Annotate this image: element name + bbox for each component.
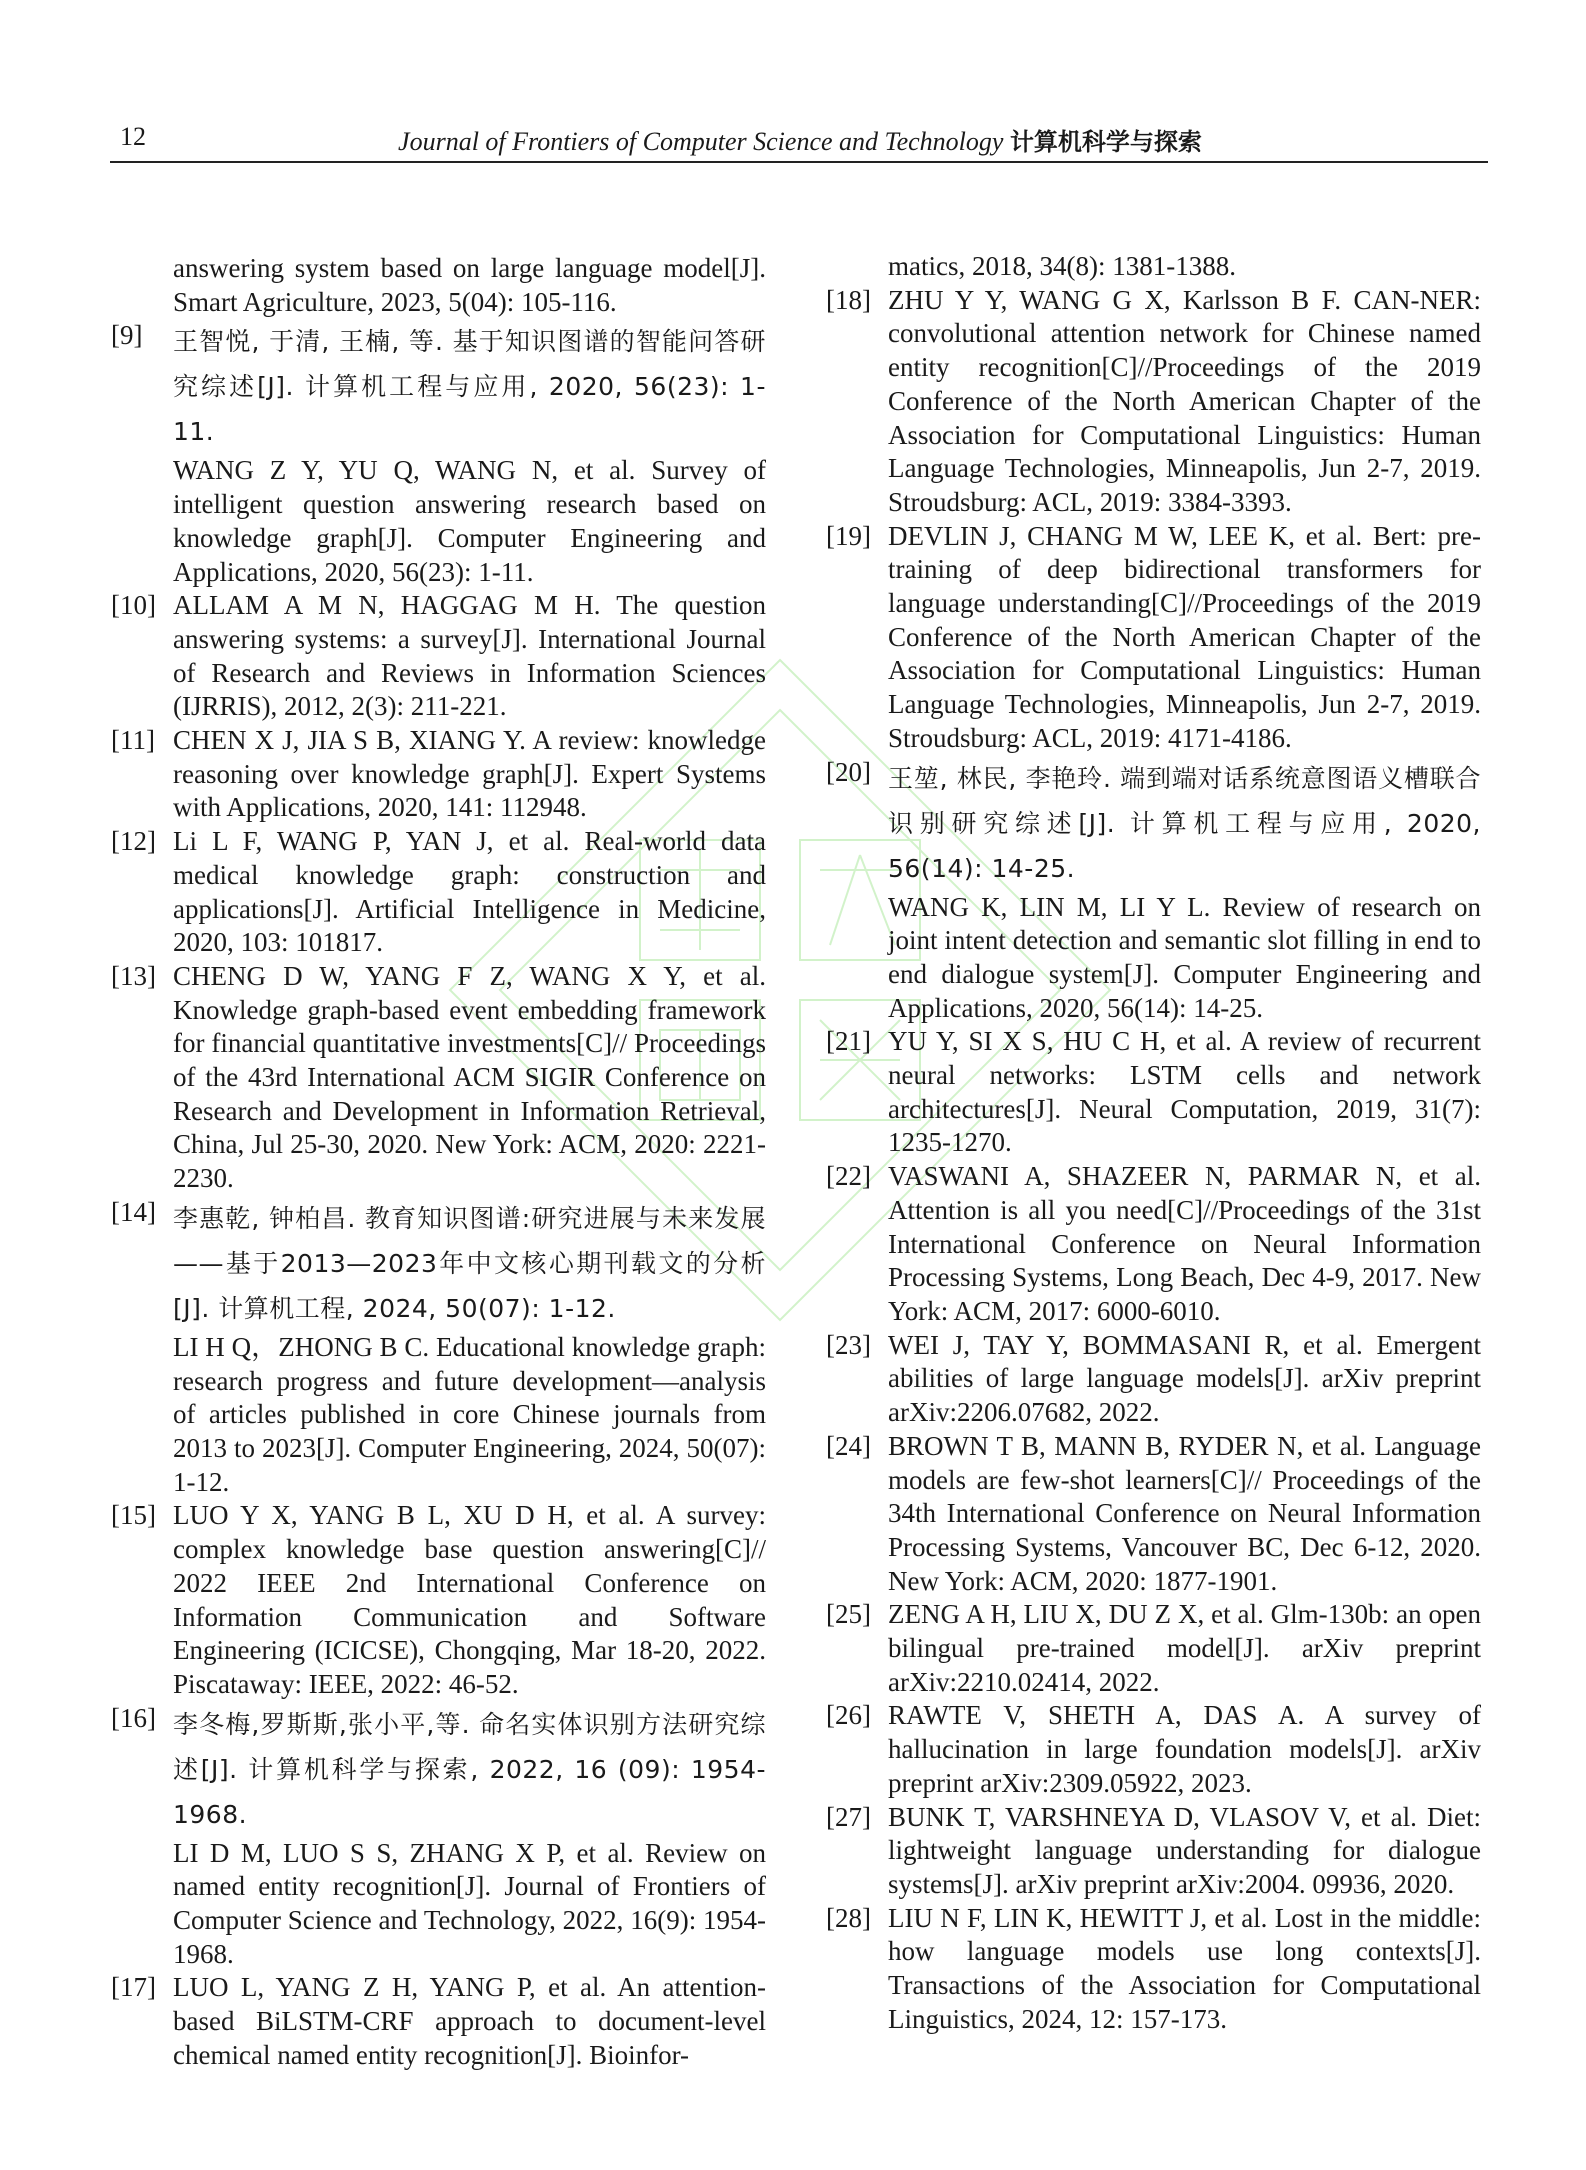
reference-text-en: Li L F, WANG P, YAN J, et al. Real-world data medical knowledge graph: construction and applications[J]. Artificial Intelligence in Medicine, 2020, 103: 101817. xyxy=(173,826,766,958)
reference-text-en: CHENG D W, YANG F Z, WANG X Y, et al. Knowledge graph-based event embedding framework for financial quantitative investments[C]// Proceedings of the 43rd International ACM SIGIR Conference on Research and Development in Information Retrieval, China, Jul 25-30, 2020. New York: ACM, 2020: 2221-2230. xyxy=(173,960,766,1194)
reference-text-zh: 李惠乾, 钟柏昌. 教育知识图谱:研究进展与未来发展——基于2013—2023年中文核心期刊载文的分析[J]. 计算机工程, 2024, 50(07): 1-12. xyxy=(173,1203,766,1323)
reference-item xyxy=(826,284,1481,520)
reference-item xyxy=(111,1702,766,1972)
references-left-column xyxy=(111,252,766,2073)
reference-text-en: WEI J, TAY Y, BOMMASANI R, et al. Emergent abilities of large language models[J]. arXiv preprint arXiv:2206.07682, 2022. xyxy=(888,1329,1481,1428)
reference-item xyxy=(111,252,766,319)
reference-text-en: BUNK T, VARSHNEYA D, VLASOV V, et al. Diet: lightweight language understanding for dialogue systems[J]. arXiv preprint arXiv:2004. 09936, 2020. xyxy=(888,1801,1481,1899)
reference-item xyxy=(111,825,766,960)
reference-text-en: WANG Z Y, YU Q, WANG N, et al. Survey of intelligent question answering research based on knowledge graph[J]. Computer Engineering and Applications, 2020, 56(23): 1-11. xyxy=(173,455,766,587)
reference-item xyxy=(826,756,1481,1026)
reference-text-en: answering system based on large language model[J]. Smart Agriculture, 2023, 5(04): 105-116. xyxy=(173,253,766,317)
journal-title-zh: 计算机科学与探索 xyxy=(1009,128,1202,156)
reference-number: [11] xyxy=(111,725,155,756)
reference-number: [23] xyxy=(826,1329,871,1360)
reference-text-en: DEVLIN J, CHANG M W, LEE K, et al. Bert: pre-training of deep bidirectional transformers for language understanding[C]//Proceedings of the 2019 Conference of the North American Chapter of the Association for Computational Linguistics: Human Language Technologies, Minneapolis, Jun 2-7, 2019. Stroudsburg: ACL, 2019: 4171-4186. xyxy=(888,520,1481,753)
reference-text-en: LUO Y X, YANG B L, XU D H, et al. A survey: complex knowledge base question answering[C]// 2022 IEEE 2nd International Conference on Information Communication and Software Engineering (ICICSE), Chongqing, Mar 18-20, 2022. Piscataway: IEEE, 2022: 46-52. xyxy=(173,1500,766,1699)
reference-number: [14] xyxy=(111,1196,156,1227)
reference-item xyxy=(111,1971,766,2072)
reference-text-en: LIU N F, LIN K, HEWITT J, et al. Lost in the middle: how language models use long contexts[J]. Transactions of the Association for Computational Linguistics, 2024, 12: 157-173. xyxy=(888,1902,1481,2034)
reference-text-en: ZENG A H, LIU X, DU Z X, et al. Glm-130b: an open bilingual pre-trained model[J]. arXiv preprint arXiv:2210.02414, 2022. xyxy=(888,1599,1481,1697)
reference-number: [16] xyxy=(111,1702,156,1733)
journal-title-en: Journal of Frontiers of Computer Science and Technology xyxy=(398,127,1004,156)
reference-item xyxy=(111,960,766,1196)
reference-number: [13] xyxy=(111,960,156,991)
reference-text-en: RAWTE V, SHETH A, DAS A. A survey of hallucination in large foundation models[J]. arXiv preprint arXiv:2309.05922, 2023. xyxy=(888,1700,1481,1798)
journal-title xyxy=(110,122,1490,157)
reference-text-en: ZHU Y Y, WANG G X, Karlsson B F. CAN-NER: convolutional attention network for Chinese named entity recognition[C]//Proceedings of the 2019 Conference of the North American Chapter of the Association for Computational Linguistics: Human Language Technologies, Minneapolis, Jun 2-7, 2019. Stroudsburg: ACL, 2019: 3384-3393. xyxy=(888,284,1481,517)
page-number: 12 xyxy=(120,122,146,151)
reference-number: [24] xyxy=(826,1430,871,1461)
reference-number: [15] xyxy=(111,1500,156,1531)
running-header xyxy=(110,118,1490,158)
reference-number: [10] xyxy=(111,590,156,621)
reference-text-en: CHEN X J, JIA S B, XIANG Y. A review: knowledge reasoning over knowledge graph[J]. Expert Systems with Applications, 2020, 141: 112948. xyxy=(173,725,766,823)
reference-number: [21] xyxy=(826,1026,871,1057)
reference-text-en: YU Y, SI X S, HU C H, et al. A review of recurrent neural networks: LSTM cells and network architectures[J]. Neural Computation, 2019, 31(7): 1235-1270. xyxy=(888,1026,1481,1158)
reference-item xyxy=(826,1801,1481,1902)
reference-number: [25] xyxy=(826,1599,871,1630)
reference-number: [22] xyxy=(826,1161,871,1192)
reference-item xyxy=(111,1499,766,1701)
reference-item xyxy=(826,1598,1481,1699)
reference-number: [17] xyxy=(111,1972,156,2003)
reference-number: [28] xyxy=(826,1902,871,1933)
reference-text-en: LI D M, LUO S S, ZHANG X P, et al. Review on named entity recognition[J]. Journal of Frontiers of Computer Science and Technology, 2022, 16(9): 1954-1968. xyxy=(173,1837,766,1969)
header-rule xyxy=(110,161,1488,163)
reference-item xyxy=(826,1160,1481,1329)
reference-number: [9] xyxy=(111,320,143,351)
reference-text-zh: 王堃, 林民, 李艳玲. 端到端对话系统意图语义槽联合识别研究综述[J]. 计算机工程与应用, 2020, 56(14): 14-25. xyxy=(888,763,1481,883)
reference-item xyxy=(826,1902,1481,2037)
reference-number: [18] xyxy=(826,284,871,315)
reference-text-en: matics, 2018, 34(8): 1381-1388. xyxy=(888,251,1236,281)
reference-item xyxy=(826,1025,1481,1160)
reference-text-en: LI H Q，ZHONG B C. Educational knowledge graph: research progress and future development—analysis of articles published in core Chinese journals from 2013 to 2023[J]. Computer Engineering, 2024, 50(07): 1-12. xyxy=(173,1331,766,1497)
reference-number: [12] xyxy=(111,826,156,857)
reference-item xyxy=(111,1196,766,1500)
reference-text-zh: 李冬梅,罗斯斯,张小平,等. 命名实体识别方法研究综述[J]. 计算机科学与探索, 2022, 16 (09): 1954-1968. xyxy=(173,1709,766,1829)
reference-item xyxy=(826,1430,1481,1599)
reference-item xyxy=(826,1329,1481,1430)
reference-number: [27] xyxy=(826,1801,871,1832)
references-right-column xyxy=(826,250,1481,2036)
reference-text-zh: 王智悦, 于清, 王楠, 等. 基于知识图谱的智能问答研究综述[J]. 计算机工程与应用, 2020, 56(23): 1-11. xyxy=(173,327,766,447)
reference-item xyxy=(826,520,1481,756)
reference-number: [20] xyxy=(826,756,871,787)
reference-item xyxy=(826,1699,1481,1800)
reference-item xyxy=(111,724,766,825)
reference-text-en: ALLAM A M N, HAGGAG M H. The question answering systems: a survey[J]. International Journal of Research and Reviews in Information Sciences (IJRRIS), 2012, 2(3): 211-221. xyxy=(173,590,766,722)
reference-item xyxy=(111,589,766,724)
reference-text-en: WANG K, LIN M, LI Y L. Review of research on joint intent detection and semantic slot filling in end to end dialogue system[J]. Computer Engineering and Applications, 2020, 56(14): 14-25. xyxy=(888,891,1481,1023)
reference-item xyxy=(826,250,1481,284)
reference-number: [19] xyxy=(826,520,871,551)
reference-text-en: VASWANI A, SHAZEER N, PARMAR N, et al. Attention is all you need[C]//Proceedings of the 31st International Conference on Neural Information Processing Systems, Long Beach, Dec 4-9, 2017. New York: ACM, 2017: 6000-6010. xyxy=(888,1161,1481,1326)
reference-text-en: BROWN T B, MANN B, RYDER N, et al. Language models are few-shot learners[C]// Proceedings of the 34th International Conference on Neural Information Processing Systems, Vancouver BC, Dec 6-12, 2020. New York: ACM, 2020: 1877-1901. xyxy=(888,1430,1481,1596)
reference-number: [26] xyxy=(826,1700,871,1731)
reference-text-en: LUO L, YANG Z H, YANG P, et al. An attention-based BiLSTM-CRF approach to document-level chemical named entity recognition[J]. Bioinfor- xyxy=(173,1972,766,2070)
reference-item xyxy=(111,319,766,589)
